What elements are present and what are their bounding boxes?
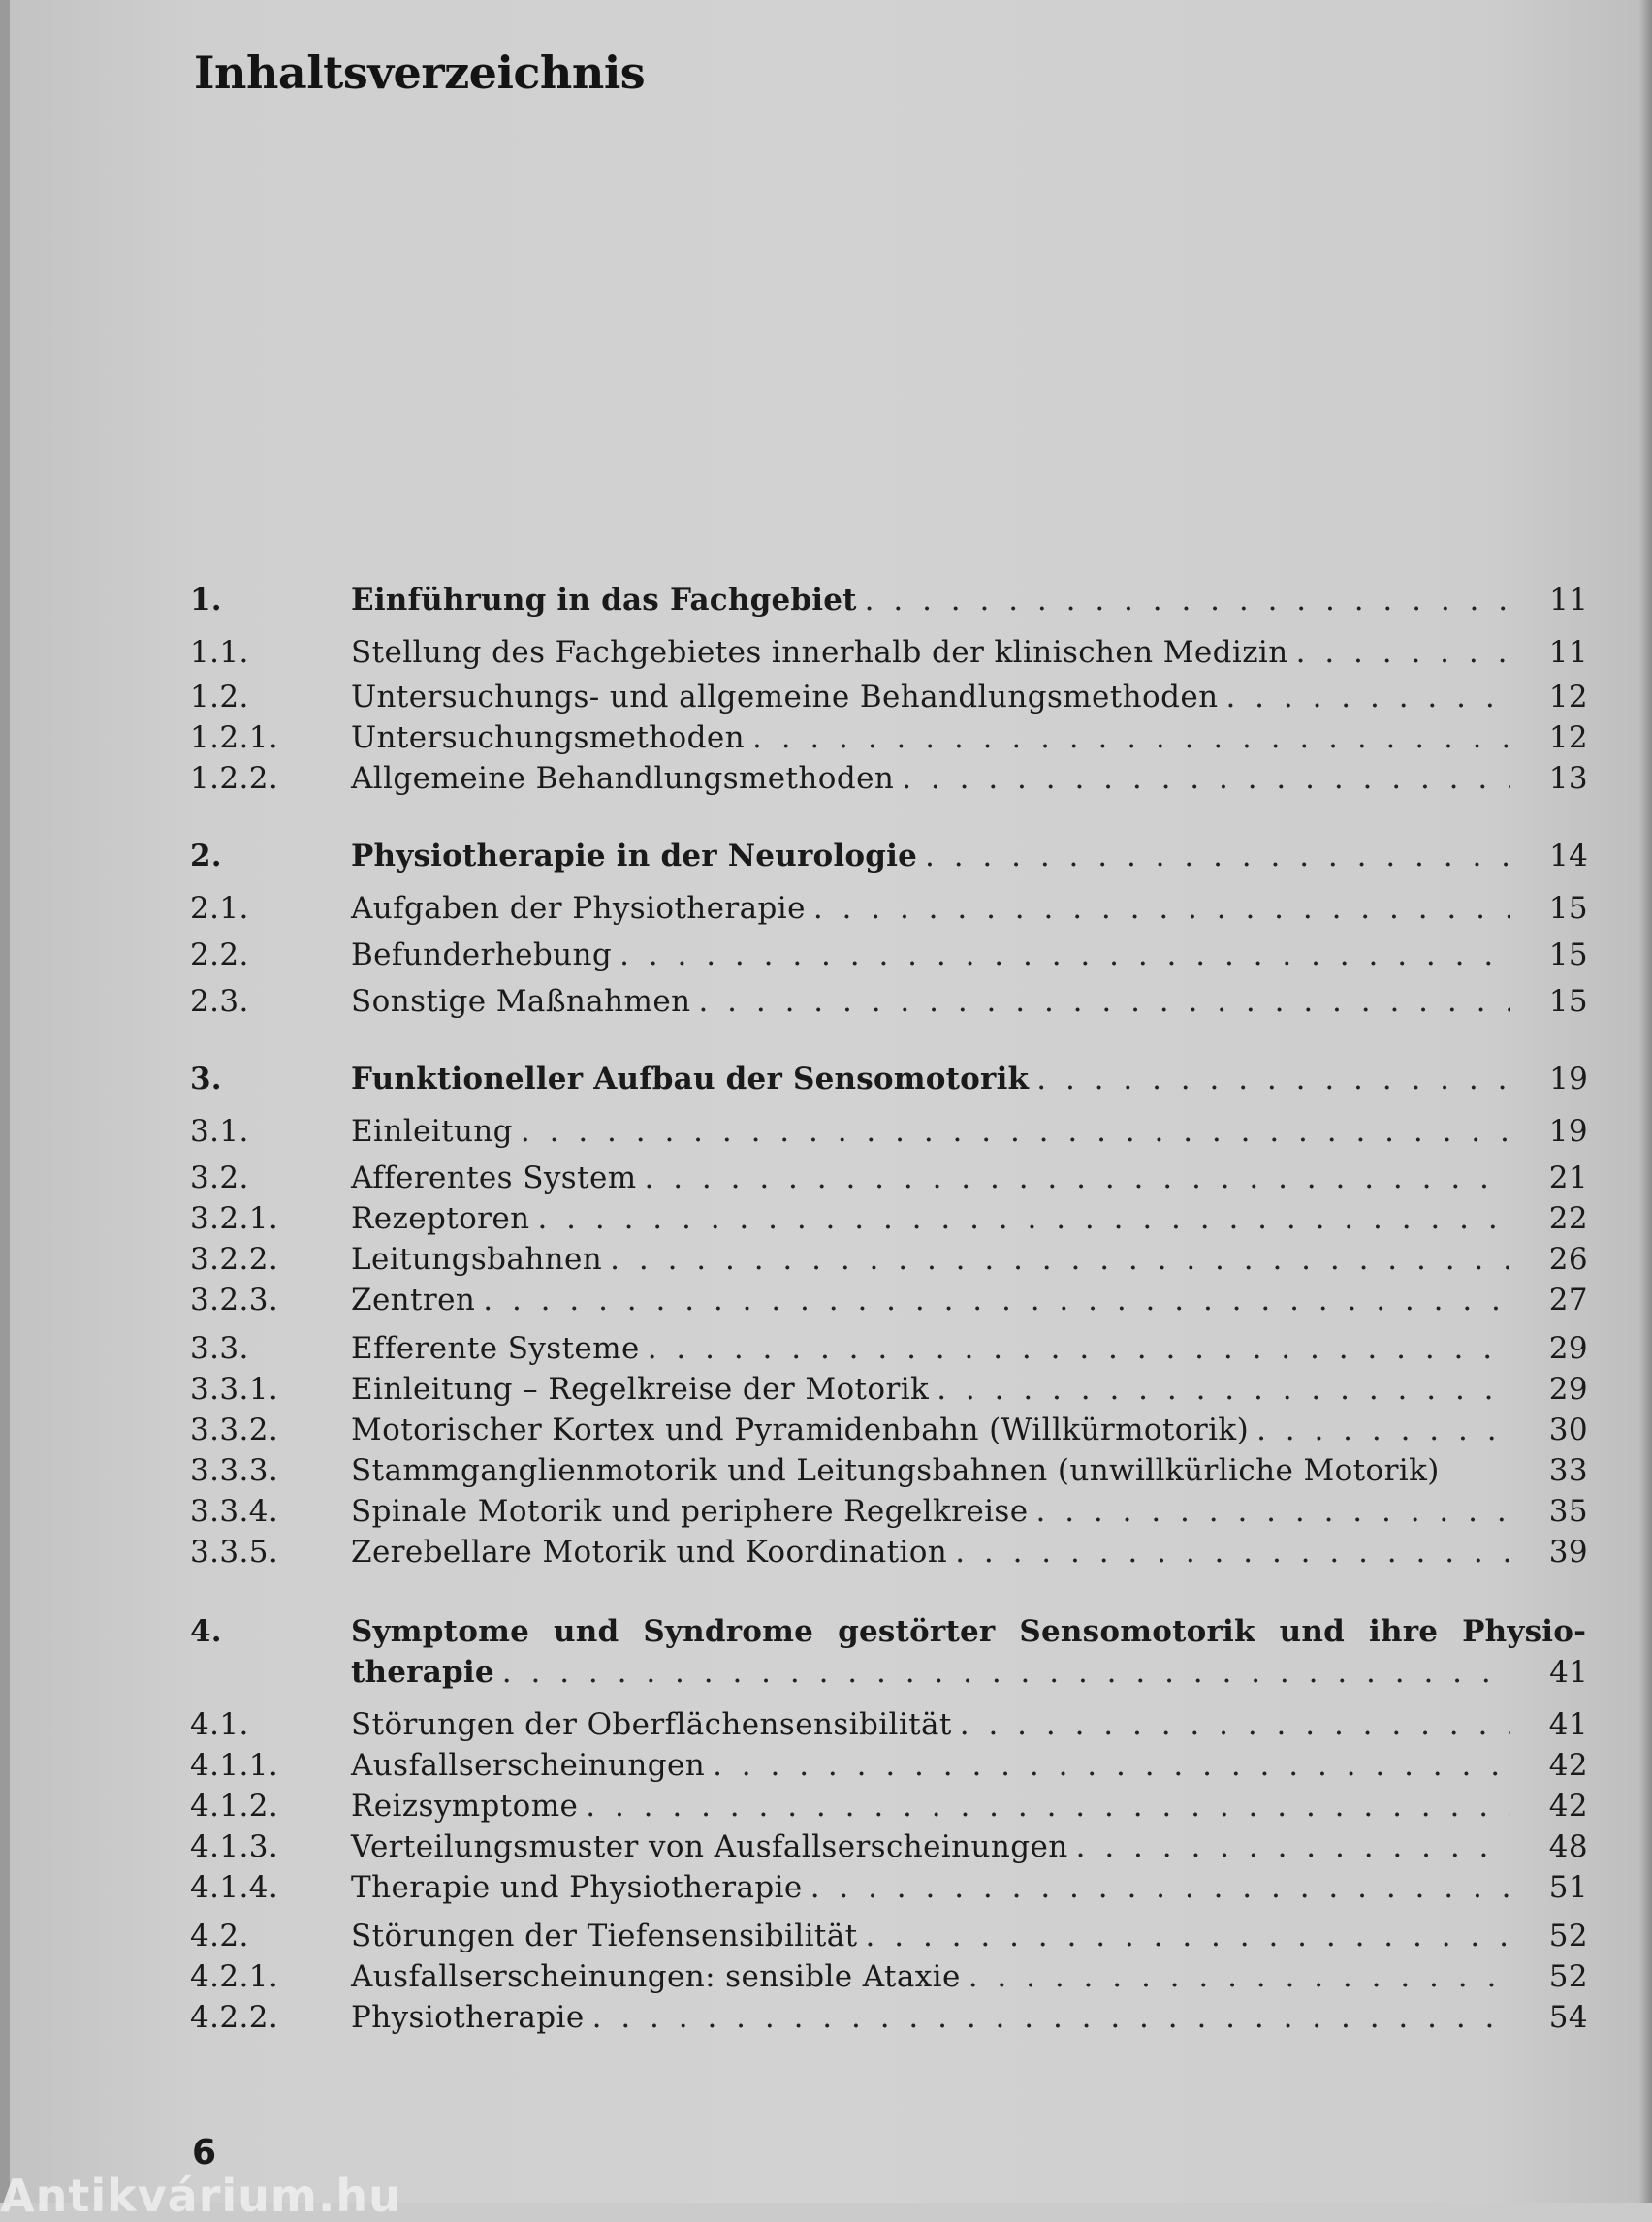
dot-leader xyxy=(902,758,1510,799)
toc-entry xyxy=(190,1704,1588,1745)
toc-entry-title: Untersuchungsmethoden xyxy=(351,720,745,755)
dot-leader xyxy=(502,1652,1510,1693)
toc-entry-title: Einleitung – Regelkreise der Motorik xyxy=(351,1372,930,1407)
page-edge-right xyxy=(1638,0,1652,2203)
toc-entry-title: Afferentes System xyxy=(351,1160,637,1195)
dot-leader xyxy=(648,1328,1510,1369)
toc-entry-title: Verteilungsmuster von Ausfallserscheinungen xyxy=(351,1829,1068,1864)
toc-entry-number: 1.1. xyxy=(190,635,249,670)
toc-entry-page: 19 xyxy=(1549,1062,1588,1096)
toc-entry-number: 3.2.3. xyxy=(190,1283,279,1317)
toc-entry-number: 3. xyxy=(190,1062,222,1096)
toc-entry-page: 48 xyxy=(1548,1829,1588,1864)
toc-entry-page: 35 xyxy=(1548,1494,1588,1529)
toc-entry-number: 3.3.2. xyxy=(190,1413,279,1447)
toc-entry-number: 4.1. xyxy=(190,1707,249,1742)
watermark: Antikvárium.hu xyxy=(0,2170,401,2222)
toc-entry-number: 4.1.4. xyxy=(190,1870,279,1905)
toc-entry-title: Ausfallserscheinungen: sensible Ataxie xyxy=(351,1959,961,1994)
toc-entry-number: 4.2.1. xyxy=(190,1959,279,1994)
toc-entry-title: Leitungsbahnen xyxy=(351,1242,603,1277)
dot-leader xyxy=(752,717,1510,758)
toc-entry-page: 42 xyxy=(1548,1748,1588,1783)
toc-entry xyxy=(190,1450,1588,1491)
toc-entry-number: 4.2.2. xyxy=(190,2000,279,2035)
toc-entry-page: 12 xyxy=(1548,720,1588,755)
dot-leader xyxy=(1225,677,1510,717)
toc-entry-number: 3.3. xyxy=(190,1331,249,1366)
toc-entry xyxy=(190,836,1588,876)
toc-entry-page: 33 xyxy=(1548,1453,1588,1488)
toc-entry-number: 2.1. xyxy=(190,891,249,926)
dot-leader xyxy=(955,1532,1510,1572)
toc-entry xyxy=(190,935,1588,975)
toc-entry-title-continued: therapie xyxy=(351,1655,494,1690)
toc-entry-title: Untersuchungs- und allgemeine Behandlungsmethoden xyxy=(351,680,1219,714)
toc-entry-page: 41 xyxy=(1549,1655,1588,1690)
toc-entry-title: Efferente Systeme xyxy=(351,1331,640,1366)
toc-entry-number: 4.2. xyxy=(190,1919,249,1953)
toc-entry-page: 52 xyxy=(1548,1959,1588,1994)
toc-entry xyxy=(190,717,1588,758)
toc-entry xyxy=(190,1745,1588,1786)
toc-entry-number: 1. xyxy=(190,583,222,618)
toc-entry xyxy=(190,580,1588,620)
dot-leader xyxy=(698,981,1510,1022)
toc-entry xyxy=(190,1111,1588,1152)
dot-leader xyxy=(586,1786,1510,1826)
dot-leader xyxy=(620,935,1510,975)
toc-entry-title: Spinale Motorik und periphere Regelkreise xyxy=(351,1494,1029,1529)
toc-entry xyxy=(190,1611,1588,1693)
toc-entry-page: 11 xyxy=(1548,635,1588,670)
page-edge-left xyxy=(0,0,10,2203)
toc-entry-page: 42 xyxy=(1548,1789,1588,1824)
toc-entry-number: 3.3.5. xyxy=(190,1535,279,1570)
dot-leader xyxy=(1036,1491,1511,1532)
toc-entry xyxy=(190,888,1588,929)
toc-entry-number: 3.3.1. xyxy=(190,1372,279,1407)
toc-entry xyxy=(190,1328,1588,1369)
toc-entry xyxy=(190,1410,1588,1450)
toc-entry xyxy=(190,1786,1588,1826)
dot-leader xyxy=(537,1198,1510,1239)
dot-leader xyxy=(813,888,1510,929)
toc-entry-number: 2.3. xyxy=(190,984,249,1019)
toc-entry-number: 1.2.1. xyxy=(190,720,279,755)
toc-entry xyxy=(190,1280,1588,1320)
dot-leader xyxy=(1256,1410,1510,1450)
toc-entry-title: Störungen der Tiefensensibilität xyxy=(351,1919,858,1953)
toc-entry-title: Aufgaben der Physiotherapie xyxy=(351,891,806,926)
toc-entry-title: Stammganglienmotorik und Leitungsbahnen (unwillkürliche Motorik) xyxy=(351,1453,1440,1488)
toc-entry-page: 54 xyxy=(1548,2000,1588,2035)
toc-entry-number: 1.2.2. xyxy=(190,761,279,796)
dot-leader xyxy=(521,1111,1510,1152)
toc-entry-page: 15 xyxy=(1548,984,1588,1019)
toc-entry xyxy=(190,1369,1588,1410)
toc-entry-title: Therapie und Physiotherapie xyxy=(351,1870,803,1905)
toc-entry-page: 21 xyxy=(1548,1160,1588,1195)
toc-entry xyxy=(190,632,1588,673)
toc-entry-number: 3.2.2. xyxy=(190,1242,279,1277)
toc-entry-number: 3.2.1. xyxy=(190,1201,279,1236)
toc-entry-number: 3.3.3. xyxy=(190,1453,279,1488)
toc-entry-page: 22 xyxy=(1548,1201,1588,1236)
table-of-contents xyxy=(190,580,1588,2038)
dot-leader xyxy=(1296,632,1510,673)
toc-entry-page: 30 xyxy=(1548,1413,1588,1447)
toc-entry-number: 2.2. xyxy=(190,937,249,972)
dot-leader xyxy=(592,1997,1510,2038)
toc-entry-page: 12 xyxy=(1548,680,1588,714)
toc-entry-number: 3.3.4. xyxy=(190,1494,279,1529)
page-number: 6 xyxy=(192,2133,217,2173)
toc-entry-number: 3.1. xyxy=(190,1114,249,1149)
toc-entry-page: 52 xyxy=(1548,1919,1588,1953)
dot-leader xyxy=(1076,1826,1510,1867)
toc-entry-title: Physiotherapie in der Neurologie xyxy=(351,839,918,873)
dot-leader xyxy=(937,1369,1510,1410)
toc-entry-page: 51 xyxy=(1548,1870,1588,1905)
toc-entry xyxy=(190,758,1588,799)
dot-leader xyxy=(960,1704,1510,1745)
toc-entry xyxy=(190,677,1588,717)
toc-entry-title: Symptome und Syndrome gestörter Sensomotorik und ihre Physio- xyxy=(351,1614,1587,1649)
toc-entry-title: Einführung in das Fachgebiet xyxy=(351,583,857,618)
toc-entry xyxy=(190,1491,1588,1532)
toc-entry-title: Befunderhebung xyxy=(351,937,613,972)
toc-entry-page: 19 xyxy=(1548,1114,1588,1149)
toc-entry-page: 15 xyxy=(1548,891,1588,926)
toc-entry-title: Physiotherapie xyxy=(351,2000,585,2035)
toc-entry xyxy=(190,1997,1588,2038)
toc-entry-page: 27 xyxy=(1548,1283,1588,1317)
toc-entry-title: Allgemeine Behandlungsmethoden xyxy=(351,761,895,796)
toc-entry-number: 3.2. xyxy=(190,1160,249,1195)
toc-entry-page: 14 xyxy=(1549,839,1588,873)
toc-entry-number: 4. xyxy=(190,1614,222,1649)
toc-entry-page: 39 xyxy=(1548,1535,1588,1570)
toc-entry-title: Funktioneller Aufbau der Sensomotorik xyxy=(351,1062,1030,1096)
toc-entry-title: Zerebellare Motorik und Koordination xyxy=(351,1535,948,1570)
dot-leader xyxy=(810,1867,1510,1908)
dot-leader xyxy=(969,1956,1510,1997)
toc-entry-page: 15 xyxy=(1548,937,1588,972)
page-title: Inhaltsverzeichnis xyxy=(194,47,646,99)
dot-leader xyxy=(866,1916,1510,1956)
toc-entry-page: 29 xyxy=(1548,1331,1588,1366)
toc-entry-page: 29 xyxy=(1548,1372,1588,1407)
toc-entry-page: 13 xyxy=(1548,761,1588,796)
toc-entry xyxy=(190,1826,1588,1867)
dot-leader xyxy=(925,836,1510,876)
toc-entry-page: 26 xyxy=(1548,1242,1588,1277)
toc-entry xyxy=(190,1239,1588,1280)
toc-entry-title: Zentren xyxy=(351,1283,476,1317)
dot-leader xyxy=(610,1239,1510,1280)
toc-entry xyxy=(190,1198,1588,1239)
toc-entry-number: 4.1.1. xyxy=(190,1748,279,1783)
toc-entry xyxy=(190,1532,1588,1572)
toc-entry-title: Motorischer Kortex und Pyramidenbahn (Willkürmotorik) xyxy=(351,1413,1250,1447)
toc-entry-title: Stellung des Fachgebietes innerhalb der klinischen Medizin xyxy=(351,635,1288,670)
toc-entry-page: 41 xyxy=(1548,1707,1588,1742)
toc-entry xyxy=(190,981,1588,1022)
dot-leader xyxy=(645,1158,1511,1198)
toc-entry-title: Rezeptoren xyxy=(351,1201,530,1236)
toc-entry-title: Störungen der Oberflächensensibilität xyxy=(351,1707,952,1742)
toc-entry-title: Reizsymptome xyxy=(351,1789,579,1824)
toc-entry xyxy=(190,1956,1588,1997)
toc-entry-title: Einleitung xyxy=(351,1114,513,1149)
toc-entry xyxy=(190,1867,1588,1908)
toc-entry-number: 2. xyxy=(190,839,222,873)
toc-entry xyxy=(190,1158,1588,1198)
dot-leader xyxy=(483,1280,1510,1320)
toc-entry xyxy=(190,1059,1588,1099)
toc-entry-title: Ausfallserscheinungen xyxy=(351,1748,706,1783)
toc-entry-number: 4.1.3. xyxy=(190,1829,279,1864)
dot-leader xyxy=(865,580,1510,620)
toc-entry-page: 11 xyxy=(1549,583,1588,618)
toc-entry-number: 4.1.2. xyxy=(190,1789,279,1824)
toc-entry xyxy=(190,1916,1588,1956)
toc-entry-number: 1.2. xyxy=(190,680,249,714)
dot-leader xyxy=(1036,1059,1510,1099)
toc-entry-title: Sonstige Maßnahmen xyxy=(351,984,691,1019)
dot-leader xyxy=(713,1745,1510,1786)
